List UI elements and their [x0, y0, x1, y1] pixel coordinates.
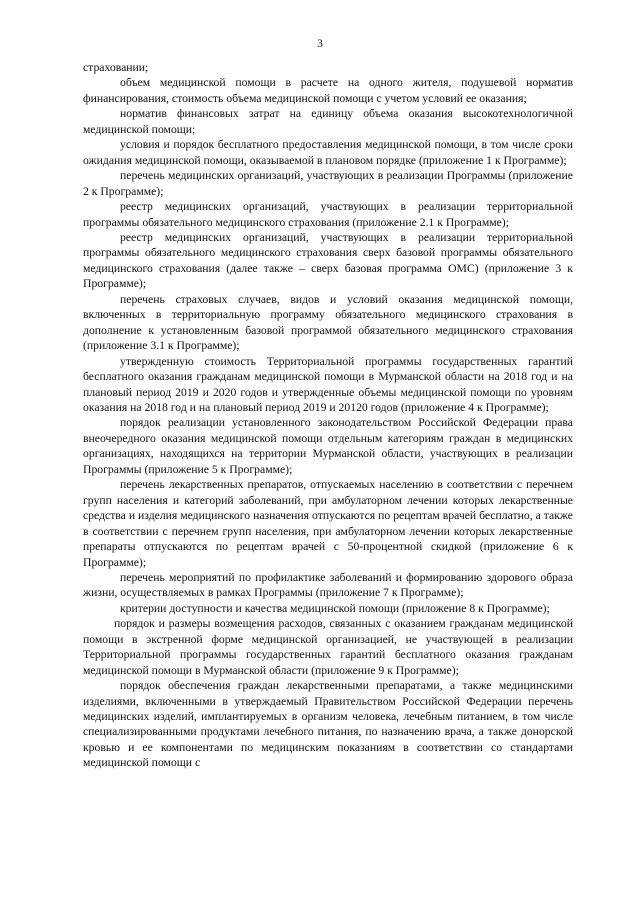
paragraph-3: норматив финансовых затрат на единицу объема оказания высокотехнологичной медицинской помощи;: [83, 107, 573, 136]
paragraph-14: порядок и размеры возмещения расходов, связанных с оказанием гражданам медицинской помощи в экстренной форме медицинской организацией, не участвующей в реализации Территориальной программы государственных гарантий бесплатного оказания гражданам медицинской помощи в Мурманской области (приложение 9 к Программе);: [83, 617, 573, 677]
paragraph-2: объем медицинской помощи в расчете на одного жителя, подушевой норматив финансирования, стоимость объема медицинской помощи с учетом условий ее оказания;: [83, 76, 573, 105]
paragraph-13: критерии доступности и качества медицинской помощи (приложение 8 к Программе);: [120, 601, 550, 615]
paragraph-8: перечень страховых случаев, видов и условий оказания медицинской помощи, включенных в территориальную программу обязательного медицинского страхования в дополнение к установленным базовой программой обязательного медицинского страхования (приложение 3.1 к Программе);: [83, 292, 573, 353]
paragraph-15: порядок обеспечения граждан лекарственными препаратами, а также медицинскими изделиями, включенными в утверждаемый Правительством Российской Федерации перечень медицинских изделий, имплантируемых в организм человека, лечебным питанием, в том числе специализированными продуктами лечебного питания, по назначению врача, а также донорской кровью и ее компонентами по медицинским показаниям в соответствии со стандартами медицинской помощи с: [83, 679, 573, 770]
body-text: [83, 60, 573, 771]
paragraph-10: порядок реализации установленного законодательством Российской Федерации права внеочередного оказания медицинской помощи отдельным категориям граждан в медицинских организациях, находящихся на территории Мурманской области, участвующих в реализации Программы (приложение 5 к Программе);: [83, 416, 573, 476]
paragraph-1: страховании;: [83, 61, 149, 74]
paragraph-11: перечень лекарственных препаратов, отпускаемых населению в соответствии с перечнем групп населения и категорий заболеваний, при амбулаторном лечении которых лекарственные средства и изделия медицинского назначения отпускаются по рецептам врачей бесплатно, а также в соответствии с перечнем групп населения, при амбулаторном лечении которых лекарственные препараты отпускаются по рецептам врачей с 50-процентной скидкой (приложение 6 к Программе);: [83, 478, 573, 569]
page-number: 3: [317, 38, 323, 50]
paragraph-5: перечень медицинских организаций, участвующих в реализации Программы (приложение 2 к Программе);: [83, 169, 573, 198]
paragraph-9: утвержденную стоимость Территориальной программы государственных гарантий бесплатного оказания гражданам медицинской помощи в Мурманской области на 2018 год и на плановый период 2019 и 2020 годов и утвержденные объемы медицинской помощи по уровням оказания на 2018 год и на плановый период 2019 и 20120 годов (приложение 4 к Программе);: [83, 354, 573, 414]
paragraph-12: перечень мероприятий по профилактике заболеваний и формированию здорового образа жизни, осуществляемых в рамках Программы (приложение 7 к Программе);: [83, 570, 573, 600]
paragraph-6: реестр медицинских организаций, участвующих в реализации территориальной программы обязательного медицинского страхования (приложение 2.1 к Программе);: [83, 200, 573, 229]
paragraph-4: условия и порядок бесплатного предоставления медицинской помощи, в том числе сроки ожидания медицинской помощи, оказываемой в плановом порядке (приложение 1 к Программе);: [83, 138, 573, 167]
paragraph-7: реестр медицинских организаций, участвующих в реализации территориальной программы обязательного медицинского страхования сверх базовой программы обязательного медицинского страхования (далее также – сверх базовая программа ОМС) (приложение 3 к Программе);: [83, 230, 573, 291]
